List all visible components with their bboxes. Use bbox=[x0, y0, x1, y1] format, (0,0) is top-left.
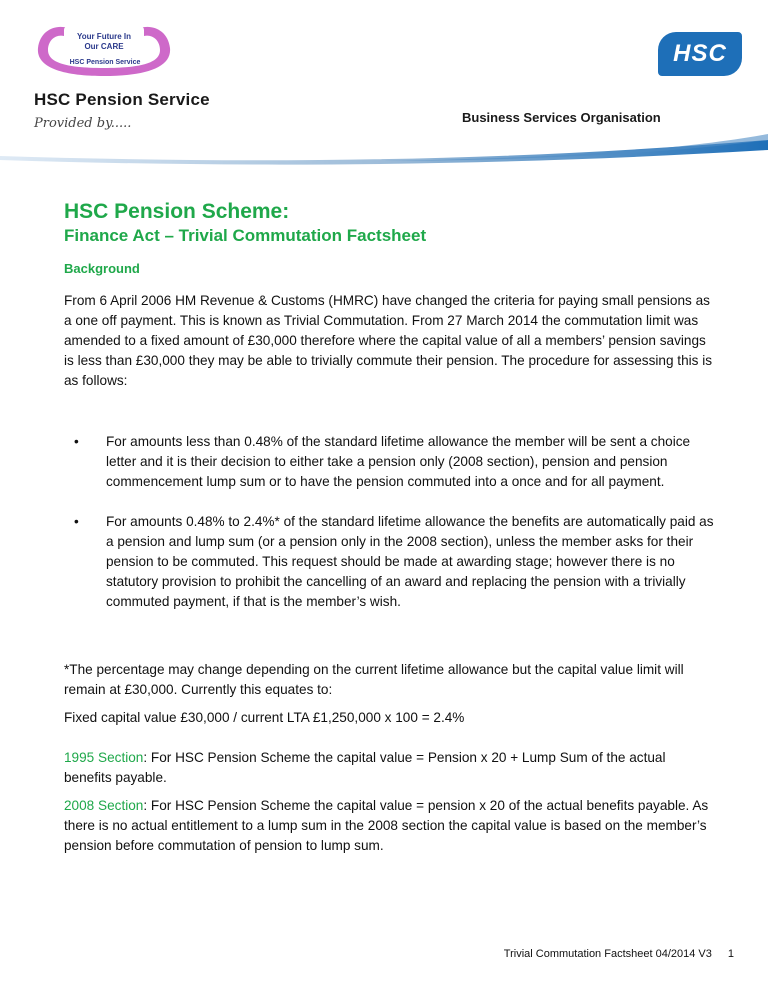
page-footer bbox=[504, 948, 734, 960]
pension-service-logo bbox=[34, 18, 174, 78]
background-heading: Background bbox=[64, 261, 140, 276]
list-item-text: For amounts less than 0.48% of the standard lifetime allowance the member will be sent a choice letter and it is their decision to either take a pension only (2008 section), pension and pension commencement lump sum or to have the pension commuted into a once and for all payment. bbox=[106, 434, 691, 489]
logo-tagline bbox=[64, 32, 144, 52]
list-item-text: For amounts 0.48% to 2.4%* of the standard lifetime allowance the benefits are automatically paid as a pension and lump sum (or a pension only in the 2008 section), unless the member asks for their pension to be commuted. This request should be made at awarding stage; however there is no statutory provision to prohibit the cancelling of an award and replacing the pension with a trivially commuted payment, if that is the member’s wish. bbox=[106, 514, 714, 609]
list-item bbox=[64, 432, 714, 492]
hsc-logo-text: HSC bbox=[673, 40, 727, 67]
provided-by-text: Provided by..... bbox=[34, 116, 132, 131]
section-1995-text: : For HSC Pension Scheme the capital value = Pension x 20 + Lump Sum of the actual benefits payable. bbox=[64, 750, 666, 785]
organisation-name: Business Services Organisation bbox=[462, 110, 661, 125]
bullet-icon: • bbox=[74, 514, 79, 529]
section-2008-paragraph bbox=[64, 796, 714, 856]
intro-paragraph: From 6 April 2006 HM Revenue & Customs (HMRC) have changed the criteria for paying small pensions as a one off payment. This is known as Trivial Commutation. From 27 March 2014 the commutation limit was amended to a fixed amount of £30,000 therefore where the capital value of all a members’ pension savings is less than £30,000 they may be able to trivially commute their pension. The procedure for assessing this is as follows: bbox=[64, 293, 713, 388]
bullet-icon: • bbox=[74, 434, 79, 449]
section-2008-label: 2008 Section bbox=[64, 798, 144, 813]
list-item bbox=[64, 512, 714, 612]
logo-tagline-line-2: Our CARE bbox=[84, 42, 124, 51]
document-title: HSC Pension Scheme: bbox=[64, 200, 290, 223]
calculation-line: Fixed capital value £30,000 / current LTA £1,250,000 x 100 = 2.4% bbox=[64, 710, 465, 725]
service-title: HSC Pension Service bbox=[34, 90, 210, 109]
hsc-logo bbox=[658, 32, 742, 76]
section-2008-text: : For HSC Pension Scheme the capital value = pension x 20 of the actual benefits payable. As there is no actual entitlement to a lump sum in the 2008 section the capital value is based on the member’s pension before commutation of pension to lump sum. bbox=[64, 798, 709, 853]
header-swoosh-divider bbox=[0, 128, 768, 168]
section-1995-label: 1995 Section bbox=[64, 750, 144, 765]
procedure-list bbox=[64, 432, 714, 632]
document-subtitle: Finance Act – Trivial Commutation Factsheet bbox=[64, 226, 427, 245]
page-number: 1 bbox=[727, 948, 734, 960]
section-1995-paragraph bbox=[64, 748, 714, 788]
document-reference: Trivial Commutation Factsheet 04/2014 V3 bbox=[503, 948, 712, 960]
logo-service-name: HSC Pension Service bbox=[69, 59, 141, 66]
percentage-note: *The percentage may change depending on the current lifetime allowance but the capital value limit will remain at £30,000. Currently this equates to: bbox=[64, 662, 684, 697]
logo-tagline-line-1: Your Future In bbox=[76, 32, 132, 41]
